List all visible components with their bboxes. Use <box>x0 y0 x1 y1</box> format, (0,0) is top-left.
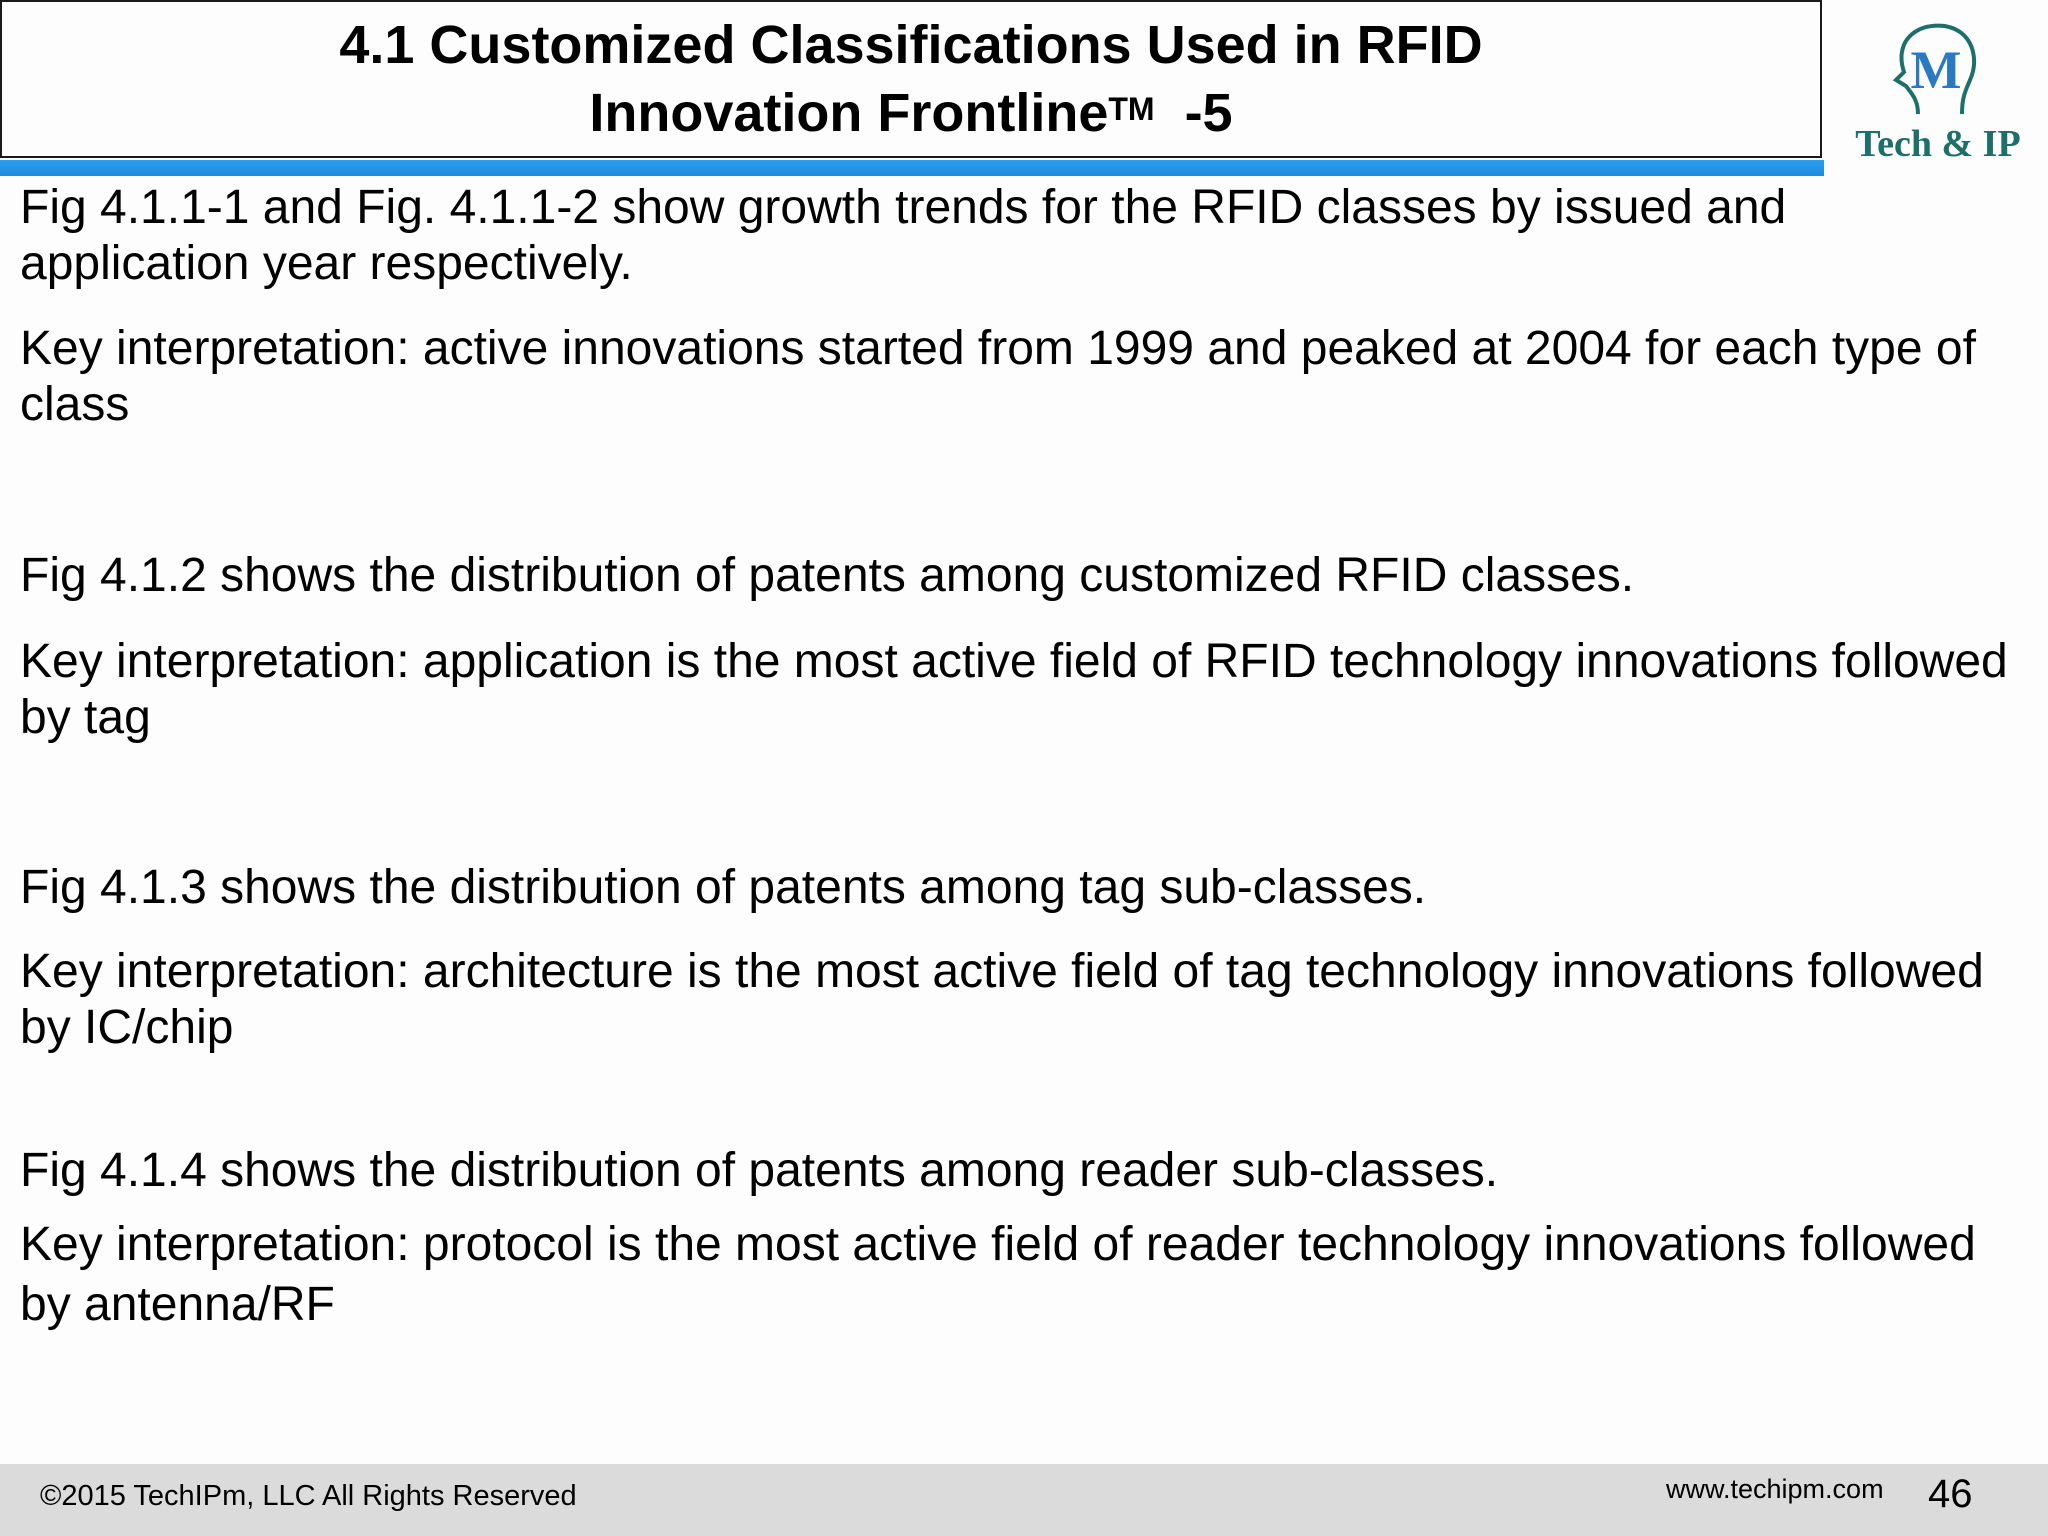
paragraph-fig-4-1-1: Fig 4.1.1-1 and Fig. 4.1.1-2 show growth trends for the RFID classes by issued and application year respectively. <box>20 181 1787 290</box>
copyright-text: ©2015 TechIPm, LLC All Rights Reserved <box>40 1480 577 1512</box>
slide-body <box>20 180 2010 1335</box>
paragraph-fig-4-1-4: Fig 4.1.4 shows the distribution of patents among reader sub-classes. <box>20 1144 1499 1197</box>
title-line-2 <box>589 79 1232 147</box>
paragraph-interpretation-3: Key interpretation: architecture is the most active field of tag technology innovations followed by IC/chip <box>20 945 1984 1054</box>
title-line-2-suffix: -5 <box>1184 83 1233 143</box>
paragraph-interpretation-4: Key interpretation: protocol is the most active field of reader technology innovations followed by antenna/RF <box>20 1218 1976 1331</box>
logo-text: Tech & IP <box>1855 123 2021 165</box>
svg-text:M: M <box>1910 40 1962 100</box>
title-accent-bar <box>0 160 1824 176</box>
paragraph-fig-4-1-2: Fig 4.1.2 shows the distribution of patents among customized RFID classes. <box>20 549 1635 602</box>
head-profile-m-logo-icon <box>1888 22 1988 122</box>
title-line-2-main: Innovation Frontline <box>589 83 1109 143</box>
page-number: 46 <box>1928 1472 1973 1516</box>
title-line-1: 4.1 Customized Classifications Used in RFID <box>339 15 1483 75</box>
paragraph-interpretation-2: Key interpretation: application is the most active field of RFID technology innovations followed by tag <box>20 635 2008 744</box>
website-link[interactable]: www.techipm.com <box>1666 1474 1884 1504</box>
paragraph-interpretation-1: Key interpretation: active innovations started from 1999 and peaked at 2004 for each type of class <box>20 322 1976 431</box>
company-logo <box>1838 22 2038 172</box>
slide-title <box>0 0 1822 158</box>
paragraph-fig-4-1-3: Fig 4.1.3 shows the distribution of patents among tag sub-classes. <box>20 861 1427 914</box>
trademark-mark: TM <box>1108 91 1155 127</box>
